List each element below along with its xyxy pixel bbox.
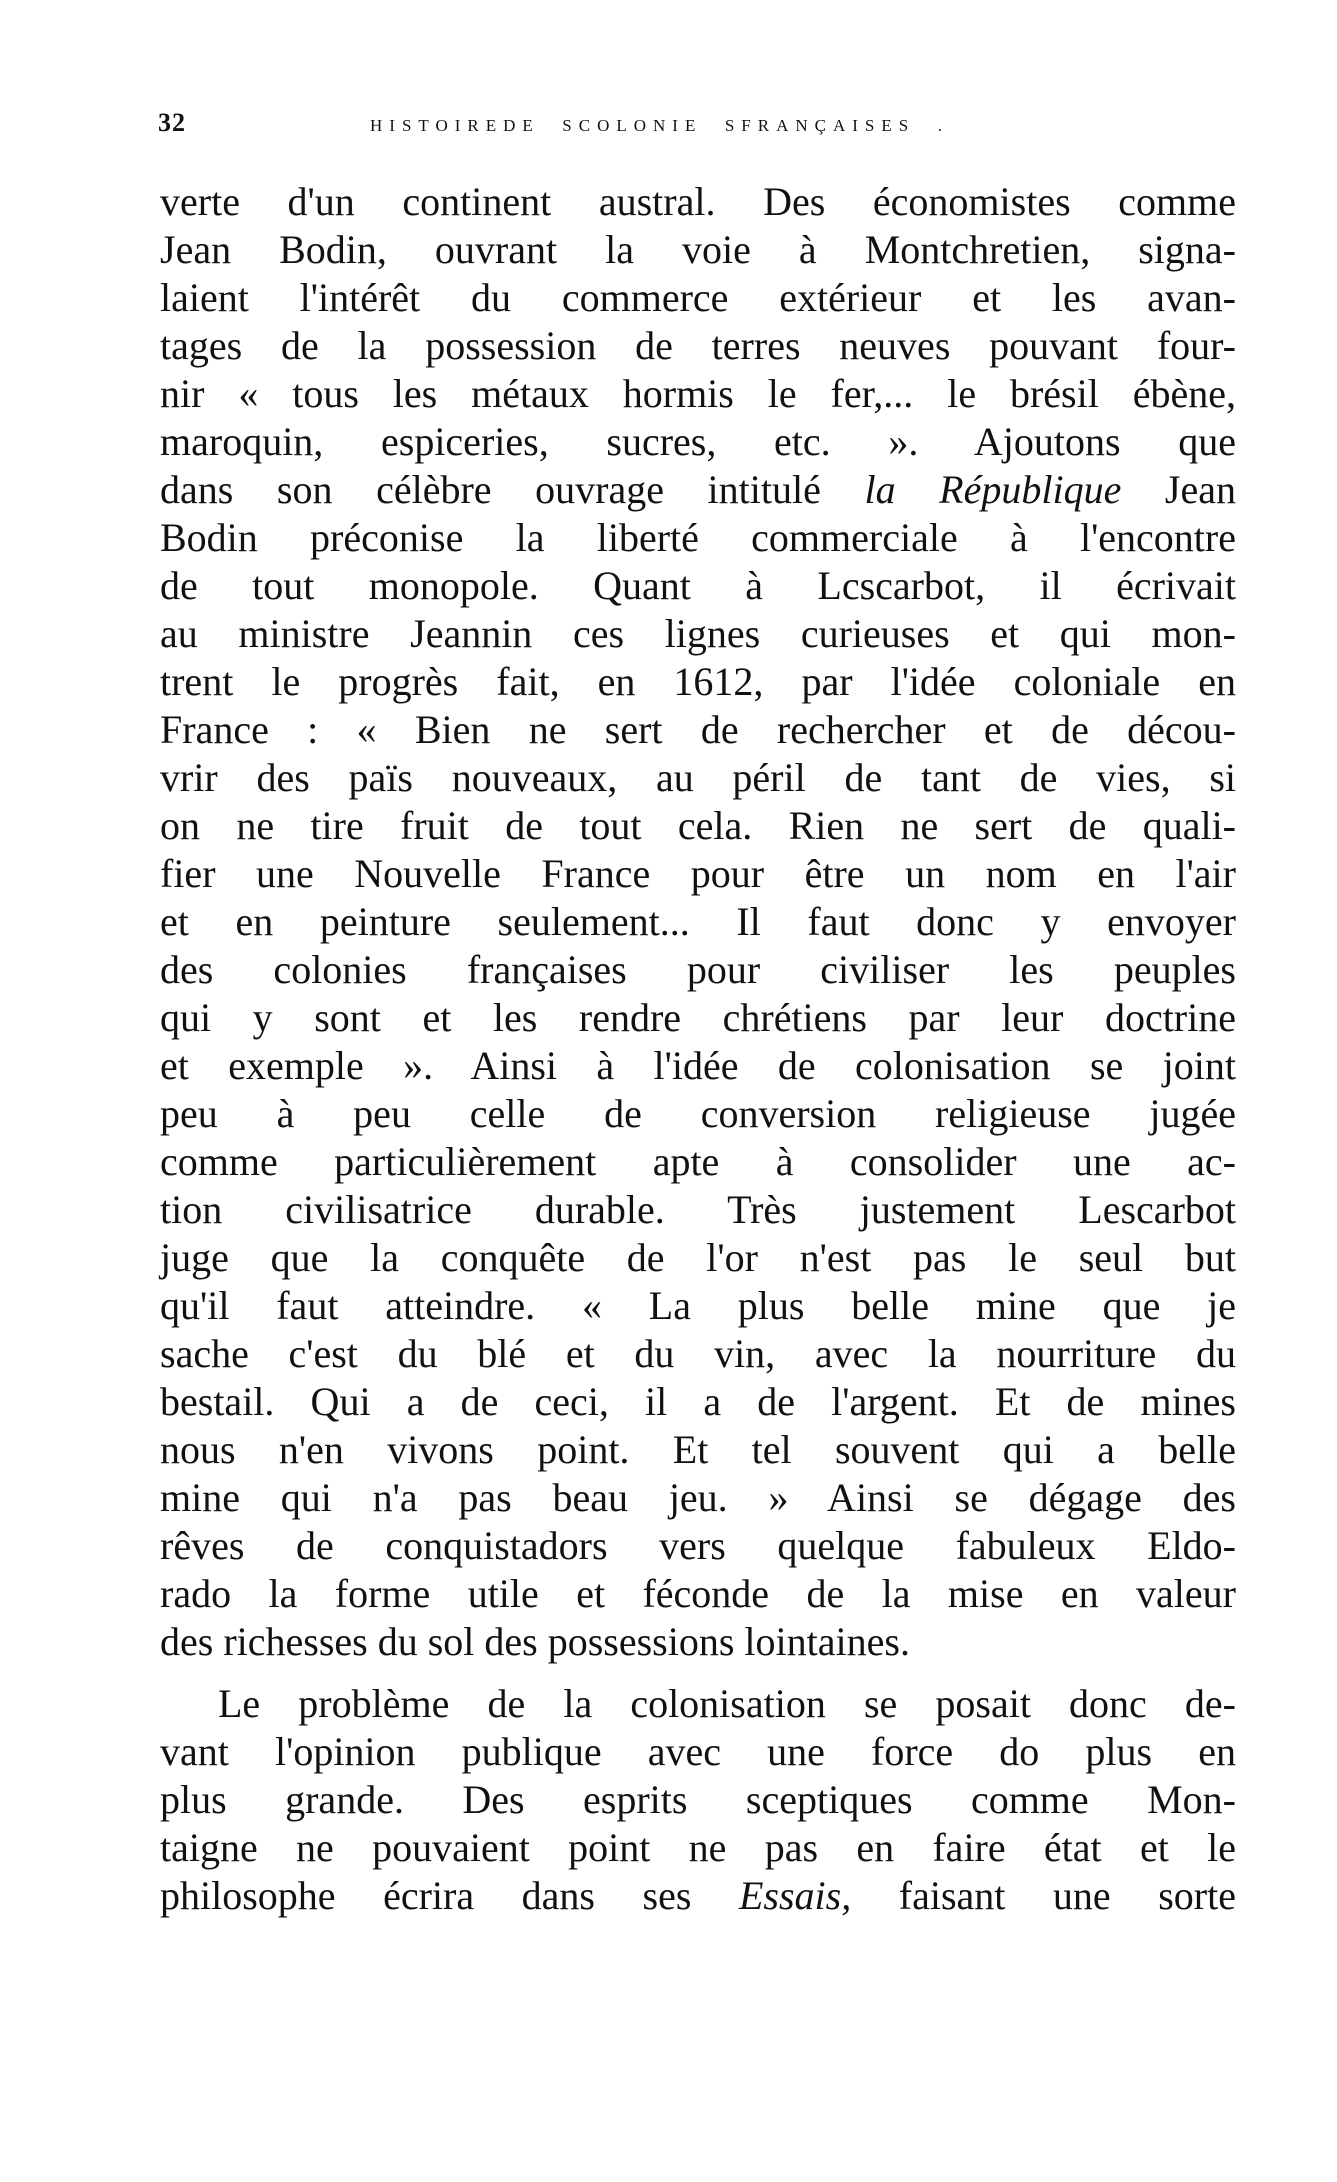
text-line: vant l'opinion publique avec une force do plus en [160,1729,1236,1774]
text-line: comme particulièrement apte à consolider une ac- [160,1139,1236,1184]
text-line: on ne tire fruit de tout cela. Rien ne sert de quali- [160,803,1236,848]
book-title-italic: la République [864,467,1122,512]
text-line: plus grande. Des esprits sceptiques comme Mon- [160,1777,1236,1822]
text-line: taigne ne pouvaient point ne pas en faire état et le [160,1825,1236,1870]
text-line: philosophe écrira dans ses Essais, faisant une sorte [160,1873,1236,1918]
text-line: de tout monopole. Quant à Lcscarbot, il écrivait [160,563,1236,608]
text-line: Le problème de la colonisation se posait donc de- [218,1681,1236,1726]
running-title: HISTOIREDE SCOLONIE SFRANÇAISES . [370,116,949,135]
text-line: maroquin, espiceries, sucres, etc. ». Ajoutons que [160,419,1236,464]
text-line: tion civilisatrice durable. Très justement Lescarbot [160,1187,1236,1232]
text-line: bestail. Qui a de ceci, il a de l'argent. Et de mines [160,1379,1236,1424]
page-number: 32 [158,108,186,137]
text-line: sache c'est du blé et du vin, avec la nourriture du [160,1331,1236,1376]
text-line: nir « tous les métaux hormis le fer,... le brésil ébène, [160,371,1236,416]
paragraph-1 [160,178,1236,1666]
text-line: rado la forme utile et féconde de la mise en valeur [160,1571,1236,1616]
text-line: qui y sont et les rendre chrétiens par leur doctrine [160,995,1236,1040]
text-line: Jean Bodin, ouvrant la voie à Montchretien, signa- [160,227,1236,272]
text-line: juge que la conquête de l'or n'est pas le seul but [160,1235,1236,1280]
text-line: des colonies françaises pour civiliser les peuples [160,947,1236,992]
text-line: et exemple ». Ainsi à l'idée de colonisation se joint [160,1043,1236,1088]
text-line: vrir des païs nouveaux, au péril de tant de vies, si [160,755,1236,800]
text-line: nous n'en vivons point. Et tel souvent qui a belle [160,1427,1236,1472]
text-line: tages de la possession de terres neuves pouvant four- [160,323,1236,368]
text-line: qu'il faut atteindre. « La plus belle mine que je [160,1283,1236,1328]
text-line: fier une Nouvelle France pour être un nom en l'air [160,851,1236,896]
book-title-italic: Essais, [738,1873,852,1918]
paragraph-gap [160,1666,1236,1680]
body-text [160,178,1236,1920]
text-line: au ministre Jeannin ces lignes curieuses et qui mon- [160,611,1236,656]
paragraph-2 [160,1680,1236,1920]
text-line: mine qui n'a pas beau jeu. » Ainsi se dégage des [160,1475,1236,1520]
text-line: rêves de conquistadors vers quelque fabuleux Eldo- [160,1523,1236,1568]
text-line: dans son célèbre ouvrage intitulé la République Jean [160,467,1236,512]
text-line: Bodin préconise la liberté commerciale à l'encontre [160,515,1236,560]
text-line: France : « Bien ne sert de rechercher et de décou- [160,707,1236,752]
text-line: peu à peu celle de conversion religieuse jugée [160,1091,1236,1136]
text-line: et en peinture seulement... Il faut donc y envoyer [160,899,1236,944]
text-line: laient l'intérêt du commerce extérieur et les avan- [160,275,1236,320]
text-line: verte d'un continent austral. Des économistes comme [160,179,1236,224]
text-line: des richesses du sol des possessions lointaines. [160,1619,910,1664]
page-header [158,108,1238,148]
text-line: trent le progrès fait, en 1612, par l'idée coloniale en [160,659,1236,704]
